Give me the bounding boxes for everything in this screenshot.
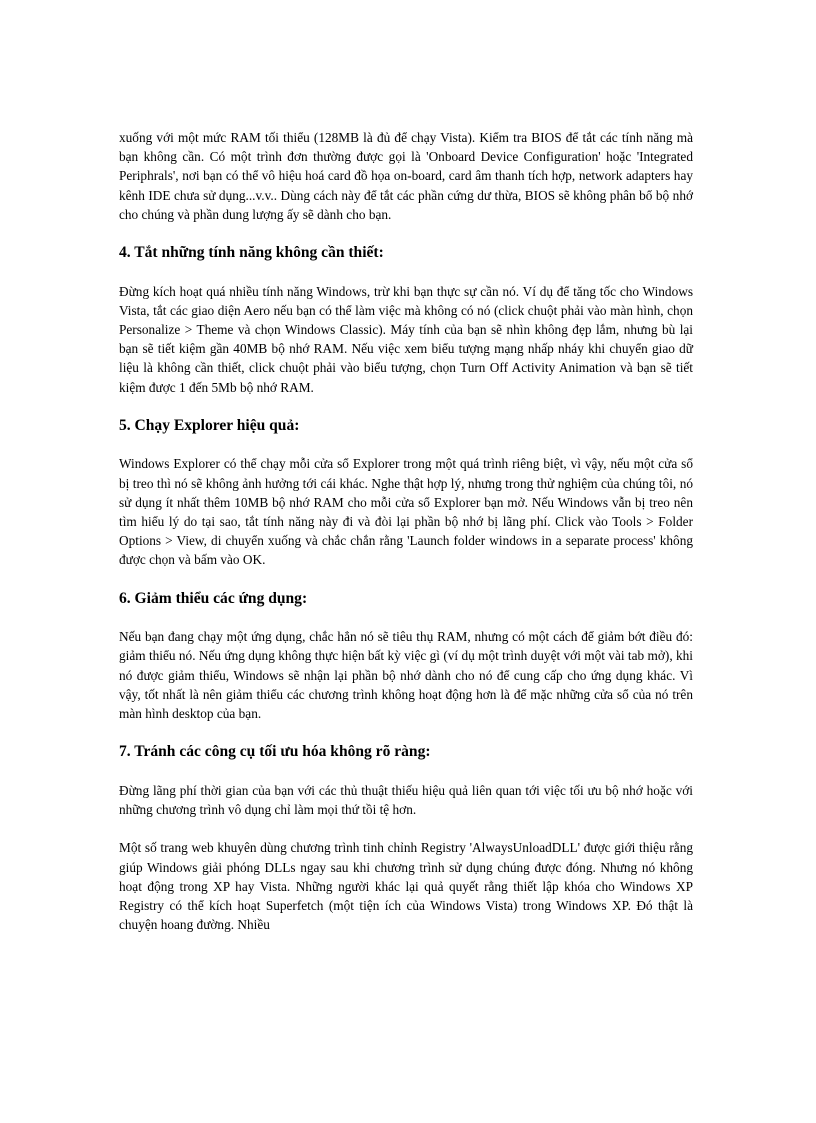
paragraph-explorer: Windows Explorer có thể chạy mỗi cửa sổ Explorer trong một quá trình riêng biệt, vì vậy, nếu một cửa sổ bị treo thì nó sẽ không ảnh hưởng tới cái khác. Nghe thật hợp lý, nhưng trong thử nghiệm của chúng tôi, nó sử dụng ít nhất thêm 10MB bộ nhớ RAM cho mỗi cửa sổ Explorer bạn mở. Nếu Windows vẫn bị treo nên tìm hiểu lý do tại sao, tắt tính năng này đi và đòi lại phần bộ nhớ bị lãng phí. Click vào Tools > Folder Options > View, di chuyển xuống và chắc chắn rằng 'Launch folder windows in a separate process' không được chọn và bấm vào OK. xyxy=(119,456,693,568)
paragraph-registry-tweaks: Một số trang web khuyên dùng chương trình tinh chỉnh Registry 'AlwaysUnloadDLL' được giới thiệu rằng giúp Windows giải phóng DLLs ngay sau khi chương trình sử dụng chúng được đóng. Nhưng nó không hoạt động trong XP hay Vista. Những người khác lại quả quyết rằng thiết lập khóa cho Windows XP Registry có thể kích hoạt Superfetch (một tiện ích của Windows Vista) trong Windows XP. Đó thật là chuyện hoang đường. Nhiều xyxy=(119,840,693,933)
paragraph-bios: xuống với một mức RAM tối thiểu (128MB là đủ để chạy Vista). Kiểm tra BIOS để tắt các tính năng mà bạn không cần. Có một trình đơn thường được gọi là 'Onboard Device Configuration' hoặc 'Integrated Periphrals', nơi bạn có thể vô hiệu hoá card đồ họa on-board, card âm thanh tích hợp, network adapters hay kênh IDE chưa sử dụng...v.v.. Dùng cách này để tắt các phần cứng dư thừa, BIOS sẽ không phân bổ bộ nhớ cho chúng và phần dung lượng ấy sẽ dành cho bạn. xyxy=(119,130,693,222)
paragraph-minimize-apps: Nếu bạn đang chạy một ứng dụng, chắc hẳn nó sẽ tiêu thụ RAM, nhưng có một cách để giảm bớt điều đó: giảm thiểu nó. Nếu ứng dụng không thực hiện bất kỳ việc gì (ví dụ một trình duyệt với một vài tab mở), khi nó được giảm thiểu, Windows sẽ nhận lại phần bộ nhớ dành cho nó để cung cấp cho ứng dụng khác. Vì vậy, tốt nhất là nên giảm thiểu các chương trình không hoạt động hơn là để mặc những cửa sổ của nó trên màn hình desktop của bạn. xyxy=(119,629,693,721)
section-heading-5: 5. Chạy Explorer hiệu quả: xyxy=(119,417,300,434)
section-heading-4: 4. Tắt những tính năng không cần thiết: xyxy=(119,244,384,262)
paragraph-avoid-tools: Đừng lãng phí thời gian của bạn với các thủ thuật thiếu hiệu quả liên quan tới việc tối ưu bộ nhớ hoặc với những chương trình vô dụng chỉ làm mọi thứ tồi tệ hơn. xyxy=(119,782,693,817)
section-heading-6: 6. Giảm thiểu các ứng dụng: xyxy=(119,589,308,607)
section-heading-7: 7. Tránh các công cụ tối ưu hóa không rõ ràng: xyxy=(119,743,431,761)
paragraph-disable-features: Đừng kích hoạt quá nhiều tính năng Windows, trừ khi bạn thực sự cần nó. Ví dụ để tăng tốc cho Windows Vista, tắt các giao diện Aero nếu bạn có thể làm việc mà không có nó (click chuột phải vào màn hình, chọn Personalize > Theme và chọn Windows Classic). Máy tính của bạn sẽ nhìn không đẹp lắm, nhưng bù lại bạn sẽ tiết kiệm gần 40MB bộ nhớ RAM. Nếu việc xem biểu tượng mạng nhấp nháy khi chuyển giao dữ liệu là không cần thiết, click chuột phải vào biểu tượng, chọn Turn Off Activity Animation và bạn sẽ tiết kiệm được 1 đến 5Mb bộ nhớ RAM. xyxy=(119,283,693,395)
document-page xyxy=(119,128,693,954)
